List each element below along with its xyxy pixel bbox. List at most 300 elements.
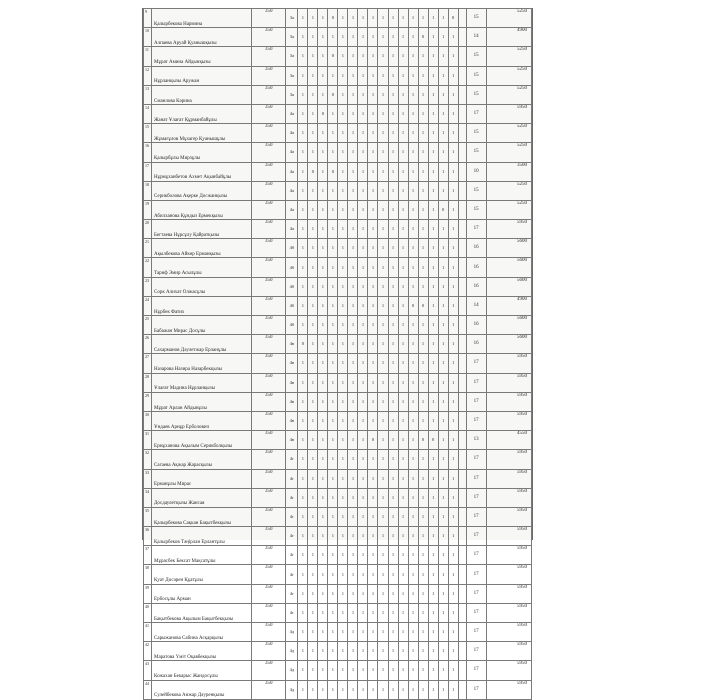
table-row [144,162,532,181]
row-number: 36 [144,527,152,546]
price-cell: 350 [252,546,286,565]
mark-cell: 1 [298,28,308,47]
amount-cell: 5950 [486,642,531,661]
row-number: 35 [144,507,152,526]
mark-cell: 1 [338,565,348,584]
mark-cell: 1 [438,431,448,450]
mark-cell: 1 [318,296,328,315]
class-cell: 3а [286,28,298,47]
mark-cell: 1 [388,296,398,315]
mark-cell: 1 [378,354,388,373]
table-row [144,623,532,642]
empty-cell [458,277,466,296]
empty-cell [458,527,466,546]
scanned-document-page [142,8,533,699]
total-cell: 17 [466,450,486,469]
mark-cell: 1 [358,9,368,28]
mark-cell: 1 [398,411,408,430]
price-cell: 350 [252,469,286,488]
mark-cell: 1 [418,392,428,411]
mark-cell: 1 [408,181,418,200]
mark-cell: 1 [338,546,348,565]
mark-cell: 1 [298,392,308,411]
mark-cell: 1 [368,220,378,239]
price-cell: 350 [252,258,286,277]
mark-cell: 1 [428,85,438,104]
mark-cell: 1 [408,642,418,661]
mark-cell: 1 [358,335,368,354]
price-cell: 350 [252,181,286,200]
row-number: 14 [144,104,152,123]
amount-cell: 5250 [486,124,531,143]
mark-cell: 1 [368,565,378,584]
student-name: Сманлова Кәрина [152,85,252,104]
mark-cell: 1 [378,316,388,335]
mark-cell: 1 [398,85,408,104]
mark-cell: 1 [378,546,388,565]
mark-cell: 1 [378,47,388,66]
mark-cell: 1 [448,28,458,47]
mark-cell: 1 [418,47,428,66]
mark-cell: 1 [448,680,458,699]
mark-cell: 1 [358,28,368,47]
mark-cell: 1 [328,623,338,642]
mark-cell: 1 [448,411,458,430]
mark-cell: 1 [308,642,318,661]
mark-cell: 1 [368,469,378,488]
mark-cell: 1 [408,104,418,123]
mark-cell: 1 [428,239,438,258]
price-cell: 350 [252,162,286,181]
mark-cell: 1 [328,104,338,123]
mark-cell: 1 [368,527,378,546]
price-cell: 350 [252,373,286,392]
student-name: Серикболова Ақерке Досжанқызы [152,181,252,200]
mark-cell: 1 [328,124,338,143]
mark-cell: 1 [318,162,328,181]
row-number: 33 [144,469,152,488]
mark-cell: 1 [338,162,348,181]
empty-cell [458,28,466,47]
mark-cell: 0 [368,431,378,450]
price-cell: 350 [252,450,286,469]
mark-cell: 1 [398,335,408,354]
mark-cell: 1 [388,181,398,200]
mark-cell: 1 [358,431,368,450]
mark-cell: 1 [348,335,358,354]
mark-cell: 1 [438,296,448,315]
mark-cell: 0 [328,9,338,28]
mark-cell: 1 [448,565,458,584]
row-number: 30 [144,411,152,430]
mark-cell: 1 [408,603,418,622]
mark-cell: 1 [398,47,408,66]
mark-cell: 1 [388,431,398,450]
row-number: 22 [144,258,152,277]
mark-cell: 1 [408,354,418,373]
table-row [144,66,532,85]
row-number: 42 [144,642,152,661]
mark-cell: 1 [398,373,408,392]
total-cell: 13 [466,431,486,450]
mark-cell: 1 [308,623,318,642]
mark-cell: 1 [328,603,338,622]
mark-cell: 1 [378,200,388,219]
class-cell: 4а [286,143,298,162]
mark-cell: 1 [448,507,458,526]
price-cell: 350 [252,584,286,603]
mark-cell: 1 [438,354,448,373]
amount-cell: 5250 [486,85,531,104]
mark-cell: 1 [328,66,338,85]
mark-cell: 1 [448,354,458,373]
empty-cell [458,488,466,507]
mark-cell: 1 [398,162,408,181]
mark-cell: 1 [448,584,458,603]
mark-cell: 1 [398,220,408,239]
student-name: Ермұханова Ақылым Серикболқызы [152,431,252,450]
mark-cell: 1 [358,373,368,392]
mark-cell: 1 [298,66,308,85]
student-name: Сагаева Ақжар Жарасқызы [152,450,252,469]
student-name: Кожахан Бекарыс Жандосұлы [152,661,252,680]
mark-cell: 1 [448,220,458,239]
mark-cell: 1 [428,565,438,584]
mark-cell: 1 [368,143,378,162]
mark-cell: 1 [388,162,398,181]
table-row [144,104,532,123]
mark-cell: 1 [368,296,378,315]
class-cell: 4г [286,507,298,526]
total-cell: 15 [466,181,486,200]
mark-cell: 1 [338,507,348,526]
table-row [144,258,532,277]
class-cell: 4а [286,181,298,200]
mark-cell: 0 [298,335,308,354]
mark-cell: 1 [338,469,348,488]
mark-cell: 1 [388,220,398,239]
mark-cell: 1 [408,661,418,680]
mark-cell: 1 [358,507,368,526]
mark-cell: 1 [298,200,308,219]
mark-cell: 1 [408,450,418,469]
row-number: 24 [144,296,152,315]
mark-cell: 1 [378,623,388,642]
amount-cell: 5600 [486,335,531,354]
price-cell: 350 [252,28,286,47]
mark-cell: 1 [338,239,348,258]
mark-cell: 1 [308,584,318,603]
empty-cell [458,296,466,315]
row-number: 34 [144,488,152,507]
mark-cell: 1 [368,661,378,680]
student-name: Тариф Эмир Асылұлы [152,258,252,277]
mark-cell: 1 [368,124,378,143]
mark-cell: 1 [378,411,388,430]
mark-cell: 1 [418,66,428,85]
mark-cell: 1 [438,47,448,66]
total-cell: 16 [466,239,486,258]
row-number: 41 [144,623,152,642]
mark-cell: 1 [328,565,338,584]
mark-cell: 1 [308,277,318,296]
mark-cell: 1 [378,104,388,123]
mark-cell: 1 [378,392,388,411]
mark-cell: 1 [428,488,438,507]
mark-cell: 1 [318,47,328,66]
row-number: 43 [144,661,152,680]
mark-cell: 1 [308,239,318,258]
table-row [144,47,532,66]
price-cell: 350 [252,200,286,219]
mark-cell: 1 [368,507,378,526]
amount-cell: 5950 [486,488,531,507]
total-cell: 17 [466,354,486,373]
mark-cell: 1 [328,200,338,219]
mark-cell: 1 [348,565,358,584]
mark-cell: 1 [368,623,378,642]
mark-cell: 1 [328,527,338,546]
mark-cell: 1 [308,296,318,315]
mark-cell: 1 [318,316,328,335]
amount-cell: 5950 [486,584,531,603]
mark-cell: 0 [328,85,338,104]
mark-cell: 1 [438,507,448,526]
mark-cell: 1 [398,239,408,258]
mark-cell: 1 [438,584,448,603]
total-cell: 16 [466,258,486,277]
mark-cell: 1 [328,277,338,296]
table-row [144,603,532,622]
mark-cell: 1 [298,431,308,450]
mark-cell: 1 [308,411,318,430]
mark-cell: 1 [418,162,428,181]
row-number: 23 [144,277,152,296]
mark-cell: 1 [338,9,348,28]
mark-cell: 1 [338,373,348,392]
empty-cell [458,623,466,642]
mark-cell: 1 [418,85,428,104]
empty-cell [458,47,466,66]
mark-cell: 1 [338,642,348,661]
mark-cell: 1 [448,258,458,277]
mark-cell: 1 [398,392,408,411]
mark-cell: 1 [328,411,338,430]
mark-cell: 1 [358,239,368,258]
row-number: 44 [144,680,152,699]
mark-cell: 1 [448,488,458,507]
amount-cell: 5250 [486,181,531,200]
mark-cell: 1 [348,9,358,28]
mark-cell: 1 [368,28,378,47]
mark-cell: 1 [358,220,368,239]
total-cell: 17 [466,661,486,680]
mark-cell: 1 [378,431,388,450]
mark-cell: 1 [408,488,418,507]
student-name: Мұрат Арлан Айдынұлы [152,392,252,411]
mark-cell: 1 [408,220,418,239]
mark-cell: 0 [448,9,458,28]
mark-cell: 1 [418,661,428,680]
mark-cell: 1 [328,661,338,680]
mark-cell: 1 [308,200,318,219]
mark-cell: 1 [418,277,428,296]
mark-cell: 1 [428,162,438,181]
mark-cell: 1 [338,296,348,315]
mark-cell: 1 [338,335,348,354]
mark-cell: 1 [378,181,388,200]
total-cell: 17 [466,392,486,411]
table-row [144,507,532,526]
class-cell: 4а [286,220,298,239]
mark-cell: 1 [408,584,418,603]
table-row [144,277,532,296]
student-name: Нұрмұханбетов Ахмет Ақынбайұлы [152,162,252,181]
mark-cell: 1 [348,277,358,296]
mark-cell: 1 [318,469,328,488]
mark-cell: 1 [338,411,348,430]
mark-cell: 1 [348,680,358,699]
mark-cell: 1 [448,450,458,469]
mark-cell: 1 [328,642,338,661]
mark-cell: 1 [368,335,378,354]
mark-cell: 1 [318,66,328,85]
row-number: 25 [144,316,152,335]
mark-cell: 1 [388,603,398,622]
student-name: Мұрасбек Бексат Мақсатұлы [152,546,252,565]
mark-cell: 1 [298,258,308,277]
class-cell: 4в [286,392,298,411]
class-cell: 3а [286,66,298,85]
mark-cell: 1 [328,373,338,392]
mark-cell: 1 [298,9,308,28]
mark-cell: 1 [338,661,348,680]
mark-cell: 1 [348,316,358,335]
empty-cell [458,181,466,200]
mark-cell: 1 [448,546,458,565]
mark-cell: 1 [298,411,308,430]
total-cell: 17 [466,373,486,392]
mark-cell: 1 [348,642,358,661]
student-name: Ақылбекова Айкөр Ерманқызы [152,239,252,258]
amount-cell: 4550 [486,431,531,450]
mark-cell: 1 [378,373,388,392]
class-cell: 4г [286,584,298,603]
mark-cell: 1 [308,546,318,565]
mark-cell: 1 [328,28,338,47]
mark-cell: 1 [358,527,368,546]
empty-cell [458,9,466,28]
mark-cell: 1 [398,28,408,47]
total-cell: 15 [466,66,486,85]
mark-cell: 1 [368,9,378,28]
table-row [144,411,532,430]
mark-cell: 1 [308,335,318,354]
student-name: Сарыжанова Сабина Асқарқызы [152,623,252,642]
mark-cell: 1 [348,104,358,123]
mark-cell: 1 [378,277,388,296]
total-cell: 16 [466,335,486,354]
mark-cell: 1 [378,565,388,584]
mark-cell: 1 [428,354,438,373]
mark-cell: 1 [318,546,328,565]
mark-cell: 1 [378,143,388,162]
mark-cell: 1 [348,546,358,565]
mark-cell: 1 [318,9,328,28]
mark-cell: 1 [298,603,308,622]
mark-cell: 1 [378,527,388,546]
mark-cell: 1 [308,85,318,104]
table-row [144,450,532,469]
mark-cell: 1 [428,680,438,699]
empty-cell [458,373,466,392]
empty-cell [458,258,466,277]
mark-cell: 0 [408,296,418,315]
table-row [144,546,532,565]
mark-cell: 1 [298,220,308,239]
mark-cell: 1 [398,200,408,219]
price-cell: 350 [252,9,286,28]
empty-cell [458,335,466,354]
mark-cell: 1 [348,28,358,47]
table-row [144,296,532,315]
class-cell: 4д [286,623,298,642]
mark-cell: 1 [358,181,368,200]
class-cell: 4в [286,411,298,430]
price-cell: 350 [252,316,286,335]
mark-cell: 1 [328,258,338,277]
mark-cell: 1 [378,296,388,315]
mark-cell: 1 [308,181,318,200]
table-row [144,143,532,162]
mark-cell: 1 [438,9,448,28]
mark-cell: 1 [358,277,368,296]
price-cell: 350 [252,623,286,642]
empty-cell [458,200,466,219]
mark-cell: 1 [428,181,438,200]
mark-cell: 1 [308,66,318,85]
mark-cell: 1 [448,623,458,642]
mark-cell: 1 [318,354,328,373]
class-cell: 4д [286,642,298,661]
mark-cell: 1 [298,546,308,565]
mark-cell: 1 [378,680,388,699]
mark-cell: 1 [398,642,408,661]
mark-cell: 1 [388,124,398,143]
mark-cell: 1 [378,220,388,239]
mark-cell: 1 [368,239,378,258]
mark-cell: 1 [388,104,398,123]
mark-cell: 1 [398,277,408,296]
mark-cell: 1 [368,354,378,373]
mark-cell: 1 [428,450,438,469]
student-name: Жанат Ұлағат Құрманбайұлы [152,104,252,123]
mark-cell: 1 [308,258,318,277]
mark-cell: 1 [368,392,378,411]
mark-cell: 1 [388,335,398,354]
class-cell: 4б [286,296,298,315]
mark-cell: 1 [398,354,408,373]
mark-cell: 1 [318,431,328,450]
row-number: 38 [144,565,152,584]
mark-cell: 1 [388,469,398,488]
mark-cell: 1 [328,143,338,162]
price-cell: 350 [252,431,286,450]
mark-cell: 1 [378,450,388,469]
mark-cell: 1 [368,680,378,699]
mark-cell: 1 [368,258,378,277]
mark-cell: 1 [308,488,318,507]
